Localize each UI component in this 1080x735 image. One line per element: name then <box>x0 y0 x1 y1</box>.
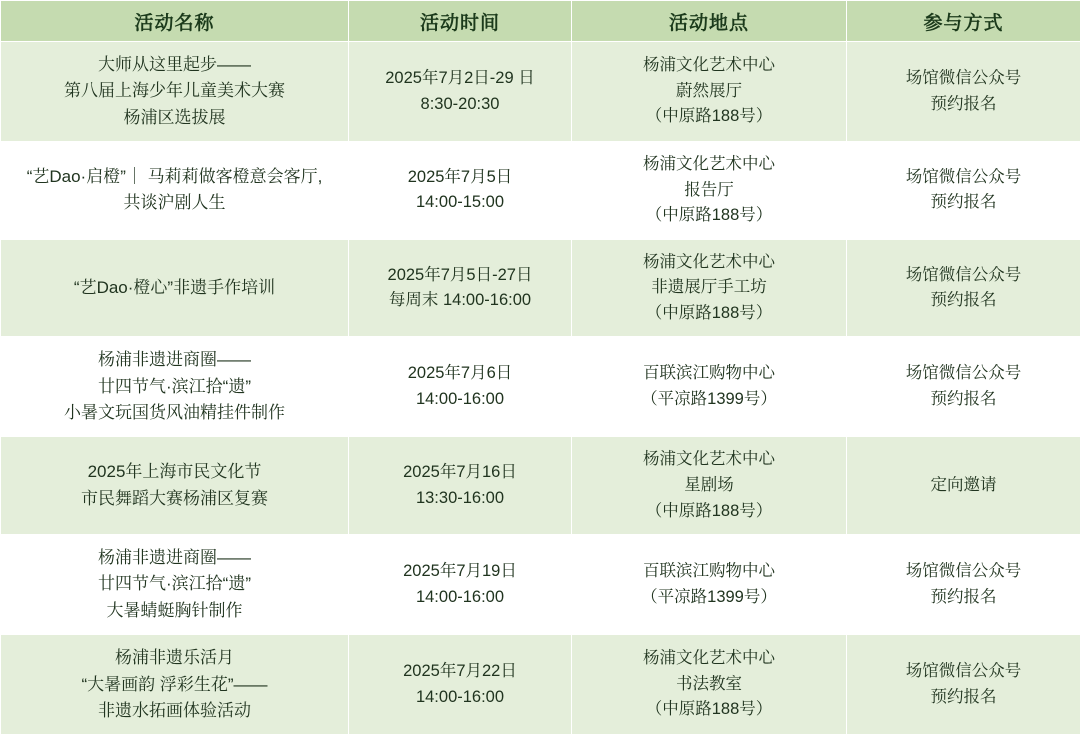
activity-time-line: 14:00-16:00 <box>355 685 565 711</box>
activity-name-lines <box>7 545 342 624</box>
join-method-line: 场馆微信公众号 <box>853 361 1074 387</box>
cell-activity-place <box>572 142 847 240</box>
activity-time-lines <box>355 361 565 412</box>
activity-time-lines <box>355 460 565 511</box>
activity-place-line: 非遗展厅手工坊 <box>578 275 840 301</box>
activity-name-line: 非遗水拓画体验活动 <box>7 698 342 724</box>
activity-time-line: 14:00-16:00 <box>355 387 565 413</box>
join-method-line: 场馆微信公众号 <box>853 66 1074 92</box>
activity-time-line: 2025年7月5日 <box>355 165 565 191</box>
activity-place-lines <box>578 250 840 327</box>
table-row <box>1 635 1080 735</box>
join-method-lines <box>853 559 1074 610</box>
join-method-line: 场馆微信公众号 <box>853 263 1074 289</box>
activity-time-lines <box>355 659 565 710</box>
activity-name-lines <box>7 275 342 301</box>
join-method-line: 定向邀请 <box>853 473 1074 499</box>
join-method-lines <box>853 659 1074 710</box>
cell-activity-time <box>349 142 572 240</box>
cell-activity-time <box>349 42 572 142</box>
table-row <box>1 239 1080 337</box>
join-method-line: 预约报名 <box>853 190 1074 216</box>
activity-place-line: 杨浦文化艺术中心 <box>578 53 840 79</box>
activity-place-line: 杨浦文化艺术中心 <box>578 152 840 178</box>
activity-place-line: （中原路188号） <box>578 499 840 525</box>
cell-activity-name <box>1 535 349 635</box>
cell-join-method <box>847 635 1080 735</box>
activity-name-lines <box>7 52 342 131</box>
activity-name-line: 2025年上海市民文化节 <box>7 459 342 485</box>
join-method-line: 场馆微信公众号 <box>853 559 1074 585</box>
cell-activity-place <box>572 437 847 535</box>
cell-activity-name <box>1 635 349 735</box>
join-method-lines <box>853 165 1074 216</box>
cell-activity-name <box>1 42 349 142</box>
join-method-line: 预约报名 <box>853 92 1074 118</box>
activity-time-line: 14:00-16:00 <box>355 585 565 611</box>
column-header-join-method: 参与方式 <box>847 1 1080 42</box>
activity-place-line: 书法教室 <box>578 672 840 698</box>
join-method-line: 预约报名 <box>853 585 1074 611</box>
activity-name-line: 杨浦非遗进商圈—— <box>7 545 342 571</box>
join-method-lines <box>853 66 1074 117</box>
activity-time-lines <box>355 165 565 216</box>
activity-name-lines <box>7 645 342 724</box>
join-method-line: 场馆微信公众号 <box>853 659 1074 685</box>
cell-activity-name <box>1 337 349 437</box>
activity-place-lines <box>578 361 840 412</box>
cell-activity-name <box>1 437 349 535</box>
activity-place-lines <box>578 646 840 723</box>
activity-time-line: 2025年7月22日 <box>355 659 565 685</box>
cell-activity-time <box>349 535 572 635</box>
join-method-line: 预约报名 <box>853 387 1074 413</box>
activity-time-line: 2025年7月19日 <box>355 559 565 585</box>
activity-place-line: 蔚然展厅 <box>578 79 840 105</box>
activity-time-line: 8:30-20:30 <box>355 92 565 118</box>
activity-time-lines <box>355 559 565 610</box>
activity-place-line: （平凉路1399号） <box>578 585 840 611</box>
join-method-line: 预约报名 <box>853 288 1074 314</box>
column-header-activity-place: 活动地点 <box>572 1 847 42</box>
activity-name-lines <box>7 347 342 426</box>
activity-time-lines <box>355 66 565 117</box>
activity-place-line: （中原路188号） <box>578 104 840 130</box>
table-header-row <box>1 1 1080 42</box>
activity-name-line: 杨浦区选拔展 <box>7 105 342 131</box>
activity-place-line: （平凉路1399号） <box>578 387 840 413</box>
cell-join-method <box>847 42 1080 142</box>
activity-place-line: 星剧场 <box>578 473 840 499</box>
cell-activity-time <box>349 239 572 337</box>
activity-place-lines <box>578 53 840 130</box>
activity-name-line: 廿四节气·滨江拾“遗” <box>7 571 342 597</box>
cell-activity-place <box>572 42 847 142</box>
activity-place-line: 杨浦文化艺术中心 <box>578 646 840 672</box>
join-method-line: 预约报名 <box>853 685 1074 711</box>
table-header <box>1 1 1080 42</box>
cell-activity-time <box>349 437 572 535</box>
table-row <box>1 437 1080 535</box>
activity-name-line: 市民舞蹈大赛杨浦区复赛 <box>7 486 342 512</box>
activity-time-line: 13:30-16:00 <box>355 486 565 512</box>
activity-place-line: 杨浦文化艺术中心 <box>578 447 840 473</box>
activity-name-line: 小暑文玩国货风油精挂件制作 <box>7 400 342 426</box>
table-row <box>1 535 1080 635</box>
cell-activity-place <box>572 635 847 735</box>
activity-time-line: 2025年7月6日 <box>355 361 565 387</box>
activity-name-line: 共谈沪剧人生 <box>7 190 342 216</box>
cell-activity-name <box>1 142 349 240</box>
table-row <box>1 42 1080 142</box>
cell-activity-place <box>572 337 847 437</box>
cell-join-method <box>847 239 1080 337</box>
activity-name-line: “艺Dao·启橙”｜ 马莉莉做客橙意会客厅, <box>7 164 342 190</box>
activity-place-line: （中原路188号） <box>578 697 840 723</box>
activity-name-line: 大师从这里起步—— <box>7 52 342 78</box>
activity-place-line: 杨浦文化艺术中心 <box>578 250 840 276</box>
activity-name-line: 杨浦非遗乐活月 <box>7 645 342 671</box>
activity-place-line: 百联滨江购物中心 <box>578 559 840 585</box>
cell-activity-time <box>349 337 572 437</box>
activity-name-line: 廿四节气·滨江拾“遗” <box>7 374 342 400</box>
activity-name-line: 杨浦非遗进商圈—— <box>7 347 342 373</box>
cell-activity-place <box>572 239 847 337</box>
cell-activity-name <box>1 239 349 337</box>
cell-join-method <box>847 437 1080 535</box>
activity-name-lines <box>7 459 342 512</box>
activity-name-line: 大暑蜻蜓胸针制作 <box>7 598 342 624</box>
join-method-lines <box>853 263 1074 314</box>
activity-time-line: 2025年7月5日-27日 <box>355 263 565 289</box>
activity-time-line: 每周末 14:00-16:00 <box>355 288 565 314</box>
activity-place-line: （中原路188号） <box>578 203 840 229</box>
column-header-activity-time: 活动时间 <box>349 1 572 42</box>
cell-join-method <box>847 142 1080 240</box>
cell-activity-time <box>349 635 572 735</box>
activity-time-line: 14:00-15:00 <box>355 190 565 216</box>
activity-place-lines <box>578 447 840 524</box>
activity-name-line: 第八届上海少年儿童美术大赛 <box>7 78 342 104</box>
activity-time-lines <box>355 263 565 314</box>
activity-name-lines <box>7 164 342 217</box>
cell-join-method <box>847 337 1080 437</box>
join-method-line: 场馆微信公众号 <box>853 165 1074 191</box>
activity-name-line: “艺Dao·橙心”非遗手作培训 <box>7 275 342 301</box>
cell-activity-place <box>572 535 847 635</box>
activity-place-lines <box>578 152 840 229</box>
table-row <box>1 337 1080 437</box>
activity-place-line: 百联滨江购物中心 <box>578 361 840 387</box>
activity-time-line: 2025年7月16日 <box>355 460 565 486</box>
cell-join-method <box>847 535 1080 635</box>
activity-place-line: （中原路188号） <box>578 301 840 327</box>
join-method-lines <box>853 361 1074 412</box>
activity-time-line: 2025年7月2日-29 日 <box>355 66 565 92</box>
activity-name-line: “大暑画韵 浮彩生花”—— <box>7 672 342 698</box>
join-method-lines <box>853 473 1074 499</box>
table-row <box>1 142 1080 240</box>
activity-place-line: 报告厅 <box>578 178 840 204</box>
activity-place-lines <box>578 559 840 610</box>
column-header-activity-name: 活动名称 <box>1 1 349 42</box>
table-body <box>1 42 1080 735</box>
